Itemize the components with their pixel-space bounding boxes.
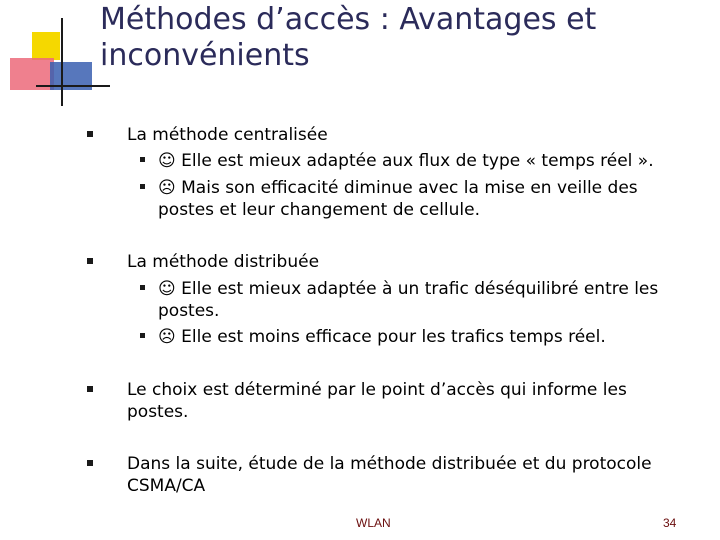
frown-icon: ☹ [158,178,176,198]
bullet-next-study: Dans la suite, étude de la méthode distribuée et du protocole CSMA/CA [127,454,652,496]
sub-item [158,278,688,322]
slide-title: Méthodes d’accès : Avantages et inconvénients [100,2,597,73]
sub-bullet-icon [140,184,145,189]
sub-bullet-icon [140,157,145,162]
page-number: 34 [663,516,677,530]
bullet-centralized: La méthode centralisée [127,125,328,145]
bullet-icon [87,258,93,264]
frown-icon: ☹ [158,327,176,347]
smiley-icon: ☺ [158,151,176,171]
smiley-icon: ☺ [158,279,176,299]
sub-item-text: Elle est moins efficace pour les trafics temps réel. [181,327,606,347]
bullet-icon [87,386,93,392]
sub-item-text: Elle est mieux adaptée à un trafic déséquilibré entre les postes. [158,279,659,321]
sub-item-text: Mais son efficacité diminue avec la mise en veille des postes et leur changement de cellule. [158,178,638,220]
sub-item [158,177,688,221]
bullet-distributed: La méthode distribuée [127,252,320,272]
sub-bullet-icon [140,285,145,290]
footer-label: WLAN [356,516,391,530]
sub-item-text: Elle est mieux adaptée aux flux de type « temps réel ». [181,151,654,171]
sub-item [158,150,688,172]
bullet-icon [87,460,93,466]
sub-bullet-icon [140,333,145,338]
bullet-icon [87,131,93,137]
sub-item [158,326,688,348]
bullet-choice: Le choix est déterminé par le point d’accès qui informe les postes. [127,380,627,422]
